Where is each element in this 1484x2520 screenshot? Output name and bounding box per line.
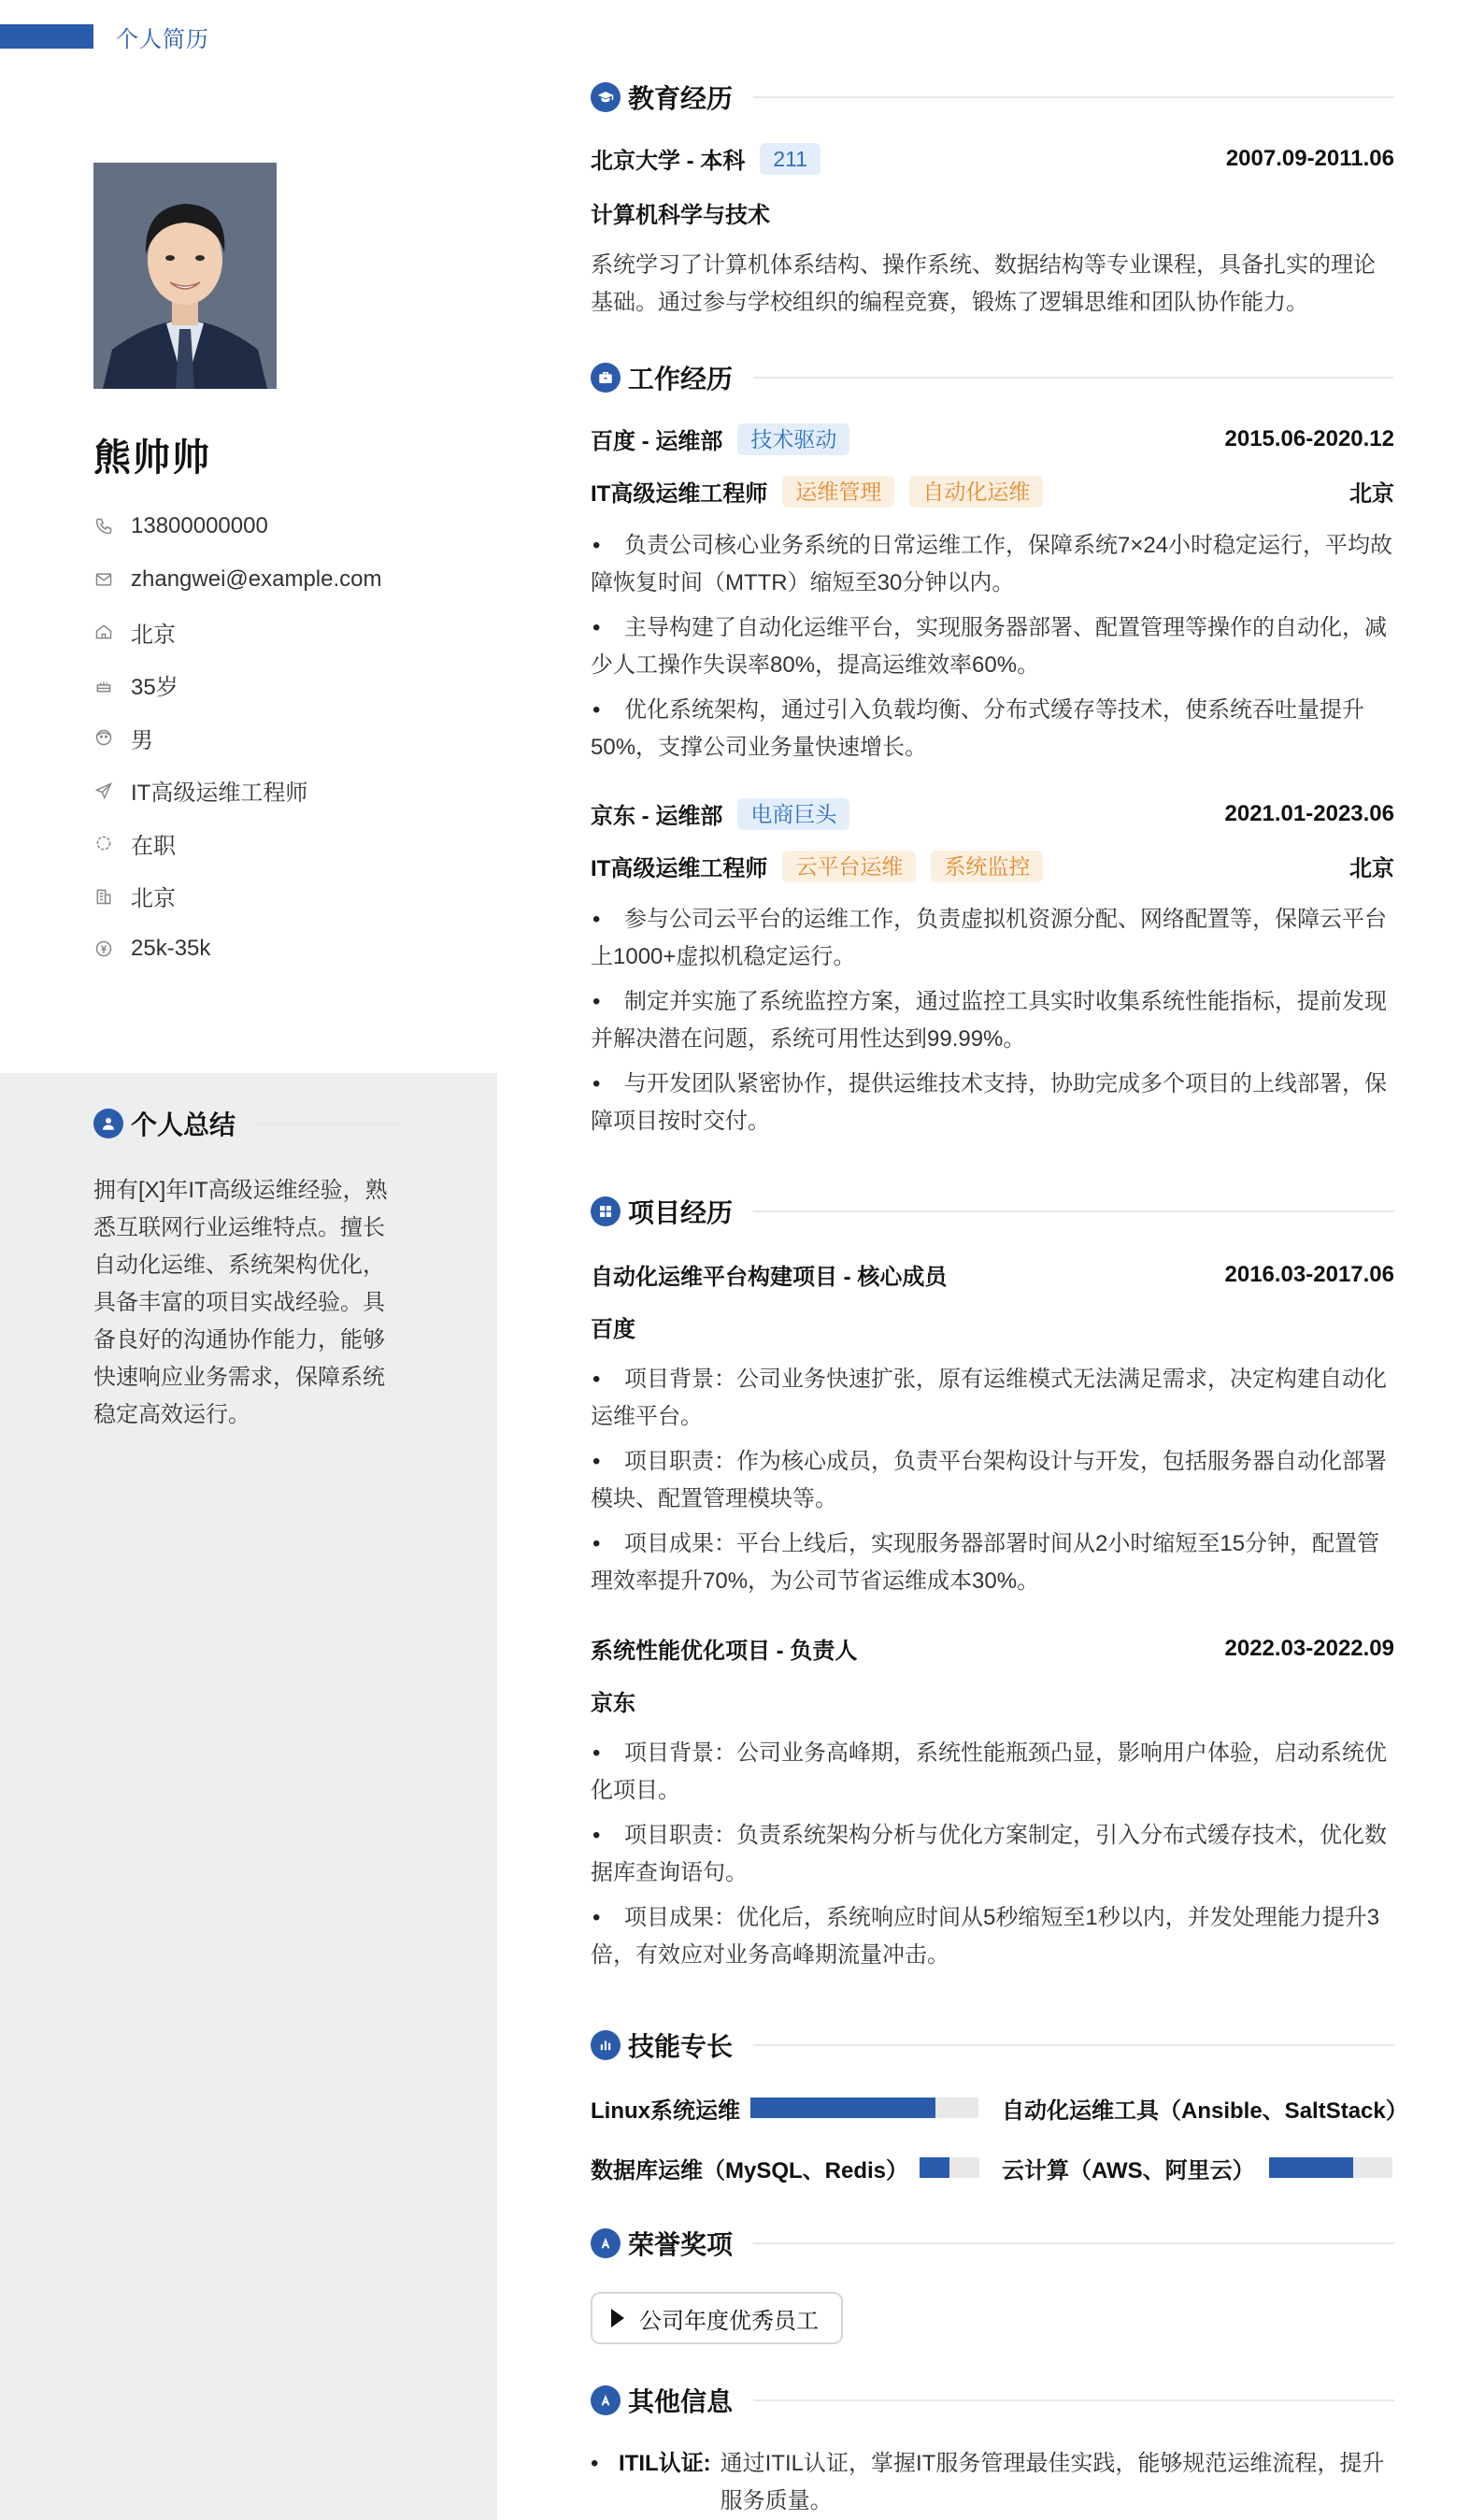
job-city: 北京 <box>1349 481 1394 507</box>
status-icon <box>93 833 114 853</box>
info-city-text: 北京 <box>131 886 176 912</box>
project-bullet: • 项目背景：公司业务高峰期，系统性能瓶颈凸显，影响用户体验，启动系统优化项目。 <box>591 1735 1396 1810</box>
job-date: 2015.06-2020.12 <box>1224 425 1394 451</box>
projects-title: 项目经历 <box>628 1198 734 1227</box>
info-email-text: zhangwei@example.com <box>131 566 382 592</box>
project-company: 百度 <box>591 1317 635 1342</box>
education-title: 教育经历 <box>628 84 734 113</box>
section-divider <box>753 377 1394 379</box>
other-info-item <box>591 2445 1396 2520</box>
project-company: 京东 <box>591 1691 635 1716</box>
skill-label: Linux系统运维 <box>591 2098 740 2124</box>
skill-level-fill <box>920 2157 970 2178</box>
education-desc: 系统学习了计算机体系结构、操作系统、数据结构等专业课程，具备扎实的理论基础。通过参与学校组织的编程竞赛，锻炼了逻辑思维和团队协作能力。 <box>591 252 1376 315</box>
job-position-tag: 运维管理 <box>782 476 894 508</box>
job-position-tag: 自动化运维 <box>909 476 1043 508</box>
other-info-text: 通过ITIL认证，掌握IT服务管理最佳实践，能够规范运维流程，提升服务质量。 <box>720 2451 1385 2513</box>
job-company: 京东 - 运维部 <box>591 804 723 829</box>
skill-item <box>591 2092 740 2124</box>
info-job-text: IT高级运维工程师 <box>131 780 308 807</box>
project-name: 自动化运维平台构建项目 - 核心成员 <box>591 1265 948 1290</box>
skill-level-fill <box>1269 2157 1374 2178</box>
info-email <box>93 553 382 607</box>
section-divider <box>753 96 1394 98</box>
info-phone-text: 13800000000 <box>131 513 268 539</box>
job-position: IT高级运维工程师 <box>591 481 768 507</box>
info-city <box>93 870 382 924</box>
skill-level-bar <box>920 2157 979 2178</box>
info-salary <box>93 923 382 976</box>
mail-icon <box>93 569 114 590</box>
project-bullet: • 项目成果：平台上线后，实现服务器部署时间从2小时缩短至15分钟，配置管理效率提升70%，为公司节省运维成本30%。 <box>591 1525 1396 1600</box>
bullet-dot: • <box>591 2451 599 2476</box>
graduation-cap-icon <box>591 82 621 112</box>
send-icon <box>93 780 114 801</box>
skill-item <box>591 2152 908 2184</box>
briefcase-icon <box>591 363 621 393</box>
skill-level-bar <box>750 2098 978 2118</box>
grid-icon <box>591 1196 621 1226</box>
education-row <box>591 142 1394 175</box>
user-icon <box>93 1109 123 1138</box>
job-position-tag: 系统监控 <box>931 851 1043 882</box>
cake-icon <box>93 675 114 695</box>
project-company-row <box>591 1310 1394 1343</box>
section-divider <box>753 2242 1394 2244</box>
project-header-row <box>591 1632 1394 1665</box>
award-icon <box>591 2385 621 2415</box>
honors-title: 荣誉奖项 <box>628 2230 734 2259</box>
education-school: 北京大学 - 本科 <box>591 149 746 174</box>
triangle-icon <box>611 2309 624 2327</box>
project-bullet: • 项目背景：公司业务快速扩张，原有运维模式无法满足需求，决定构建自动化运维平台。 <box>591 1361 1396 1436</box>
job-bullet: • 与开发团队紧密协作，提供运维技术支持，协助完成多个项目的上线部署，保障项目按时交付。 <box>591 1066 1396 1140</box>
skills-title: 技能专长 <box>628 2032 734 2061</box>
job-position-row <box>591 850 1394 882</box>
phone-icon <box>93 516 114 537</box>
gender-icon <box>93 727 114 748</box>
other-section-header <box>591 2382 1394 2419</box>
job-bullet: • 负责公司核心业务系统的日常运维工作，保障系统7×24小时稳定运行，平均故障恢复时间（MTTR）缩短至30分钟以内。 <box>591 527 1396 602</box>
info-age <box>93 659 382 712</box>
project-bullet: • 项目职责：作为核心成员，负责平台架构设计与开发，包括服务器自动化部署模块、配置管理模块等。 <box>591 1443 1396 1518</box>
bar-chart-icon <box>591 2030 621 2060</box>
info-status-text: 在职 <box>131 833 176 859</box>
skill-label: 云计算（AWS、阿里云） <box>1002 2157 1255 2184</box>
info-status <box>93 817 382 870</box>
education-major: 计算机科学与技术 <box>591 203 770 228</box>
header-accent-bar <box>0 24 93 49</box>
skill-label: 自动化运维工具（Ansible、SaltStack） <box>1002 2098 1408 2124</box>
project-date: 2022.03-2022.09 <box>1224 1635 1394 1661</box>
job-position-row <box>591 475 1394 508</box>
avatar <box>93 163 277 389</box>
section-divider <box>753 2399 1394 2401</box>
job-company-tag: 电商巨头 <box>737 798 849 830</box>
section-divider <box>753 1210 1394 1212</box>
work-title: 工作经历 <box>628 365 734 394</box>
job-position-tag: 云平台运维 <box>782 851 916 882</box>
job-header-row <box>591 422 1394 455</box>
other-info-label: ITIL认证: <box>619 2451 711 2476</box>
award-text: 公司年度优秀员工 <box>639 2308 819 2334</box>
info-location-text: 北京 <box>131 622 176 648</box>
section-divider <box>256 1123 404 1124</box>
award-icon <box>591 2228 621 2258</box>
skill-item <box>1002 2152 1255 2184</box>
job-city: 北京 <box>1349 856 1394 881</box>
summary-title: 个人总结 <box>131 1110 236 1139</box>
info-job <box>93 765 382 818</box>
info-gender-text: 男 <box>131 727 153 753</box>
job-bullet: • 主导构建了自动化运维平台，实现服务器部署、配置管理等操作的自动化，减少人工操作失误率80%，提高运维效率60%。 <box>591 609 1396 684</box>
education-date: 2007.09-2011.06 <box>1225 145 1394 171</box>
profile-name: 熊帅帅 <box>93 437 211 479</box>
work-section-header <box>591 359 1394 396</box>
info-location <box>93 606 382 659</box>
project-bullet: • 项目成果：优化后，系统响应时间从5秒缩短至1秒以内，并发处理能力提升3倍，有效应对业务高峰期流量冲击。 <box>591 1899 1396 1974</box>
info-phone <box>93 500 382 553</box>
salary-icon <box>93 938 114 959</box>
project-header-row <box>591 1258 1394 1291</box>
info-salary-text: 25k-35k <box>131 936 211 962</box>
doc-title: 个人简历 <box>116 27 209 52</box>
skill-level-bar <box>1269 2157 1392 2178</box>
projects-section-header <box>591 1193 1394 1230</box>
other-title: 其他信息 <box>628 2387 734 2416</box>
job-bullet: • 优化系统架构，通过引入负载均衡、分布式缓存等技术，使系统吞吐量提升50%，支撑公司业务量快速增长。 <box>591 692 1396 766</box>
job-bullet: • 制定并实施了系统监控方案，通过监控工具实时收集系统性能指标，提前发现并解决潜在问题，系统可用性达到99.99%。 <box>591 983 1396 1058</box>
job-company: 百度 - 运维部 <box>591 429 723 454</box>
skill-item <box>1002 2092 1408 2124</box>
award-item <box>591 2292 843 2344</box>
summary-section-header <box>93 1105 404 1142</box>
job-position: IT高级运维工程师 <box>591 856 768 881</box>
job-bullet: • 参与公司云平台的运维工作，负责虚拟机资源分配、网络配置等，保障云平台上1000+虚拟机稳定运行。 <box>591 901 1396 976</box>
info-gender <box>93 711 382 765</box>
education-tag: 211 <box>760 143 820 175</box>
contact-info-list <box>93 500 382 976</box>
job-company-tag: 技术驱动 <box>737 423 849 455</box>
project-company-row <box>591 1684 1394 1717</box>
education-section-header <box>591 79 1394 116</box>
project-date: 2016.03-2017.06 <box>1224 1261 1394 1287</box>
building-icon <box>93 886 114 907</box>
skills-section-header <box>591 2026 1394 2064</box>
info-age-text: 35岁 <box>131 675 178 701</box>
education-major-row <box>591 196 1394 229</box>
project-name: 系统性能优化项目 - 负责人 <box>591 1639 858 1664</box>
skill-label: 数据库运维（MySQL、Redis） <box>591 2157 909 2184</box>
job-header-row <box>591 797 1394 830</box>
section-divider <box>753 2044 1394 2046</box>
honors-section-header <box>591 2225 1394 2262</box>
skill-level-fill <box>750 2098 956 2118</box>
home-icon <box>93 622 114 642</box>
job-date: 2021.01-2023.06 <box>1224 800 1394 826</box>
summary-text: 拥有[X]年IT高级运维经验，熟悉互联网行业运维特点。擅长自动化运维、系统架构优化，具备丰富的项目实战经验。具备良好的沟通协作能力，能够快速响应业务需求，保障系统稳定高效运行。 <box>93 1178 388 1427</box>
project-bullet: • 项目职责：负责系统架构分析与优化方案制定，引入分布式缓存技术，优化数据库查询语句。 <box>591 1817 1396 1892</box>
